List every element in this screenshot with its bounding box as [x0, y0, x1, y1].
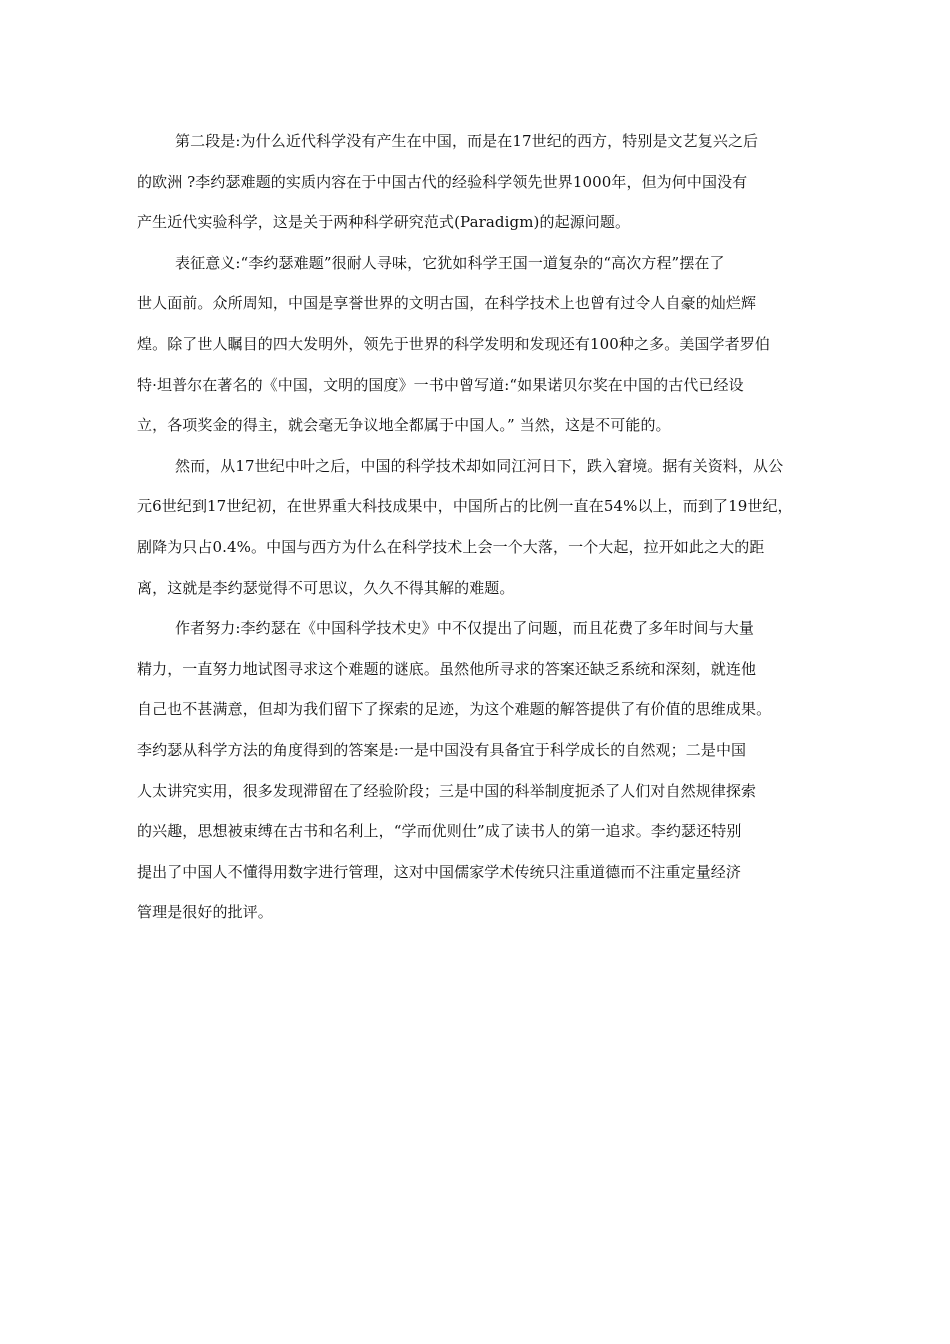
text-line: 世人面前。众所周知，中国是享誉世界的文明古国，在科学技术上也曾有过令人自豪的灿烂辉 — [137, 294, 757, 313]
text-line: 煌。除了世人瞩目的四大发明外，领先于世界的科学发明和发现还有100种之多。美国学者罗伯 — [137, 334, 770, 353]
text-line: 的欧洲 ?李约瑟难题的实质内容在于中国古代的经验科学领先世界1000年，但为何中国没有 — [137, 172, 748, 191]
text-line: 离，这就是李约瑟觉得不可思议，久久不得其解的难题。 — [137, 578, 515, 597]
text-line: 剧降为只占0.4%。中国与西方为什么在科学技术上会一个大落，一个大起，拉开如此之大的距 — [137, 537, 765, 556]
text-line: 李约瑟从科学方法的角度得到的答案是:一是中国没有具备宜于科学成长的自然观；二是中国 — [137, 740, 747, 759]
text-line: 提出了中国人不懂得用数字进行管理，这对中国儒家学术传统只注重道德而不注重定量经济 — [137, 862, 742, 881]
text-line: 人太讲究实用，很多发现滞留在了经验阶段；三是中国的科举制度扼杀了人们对自然规律探索 — [137, 781, 757, 800]
paragraph-1 — [137, 121, 837, 243]
text-line: 表征意义:“李约瑟难题”很耐人寻味，它犹如科学王国一道复杂的“高次方程”摆在了 — [175, 253, 725, 272]
text-line: 管理是很好的批评。 — [137, 903, 273, 922]
paragraph-3 — [137, 446, 837, 608]
text-line: 作者努力:李约瑟在《中国科学技术史》中不仅提出了问题，而且花费了多年时间与大量 — [175, 619, 754, 638]
text-line: 的兴趣，思想被束缚在古书和名利上，“学而优则仕”成了读书人的第一追求。李约瑟还特别 — [137, 822, 742, 841]
text-line: 然而，从17世纪中叶之后，中国的科学技术却如同江河日下，跌入窘境。据有关资料，从公 — [175, 456, 784, 475]
text-line: 自己也不甚满意，但却为我们留下了探索的足迹，为这个难题的解答提供了有价值的思维成果。 — [137, 700, 772, 719]
text-line: 元6世纪到17世纪初，在世界重大科技成果中，中国所占的比例一直在54%以上，而到了19世纪， — [137, 497, 793, 516]
text-line: 精力，一直努力地试图寻求这个难题的谜底。虽然他所寻求的答案还缺乏系统和深刻，就连他 — [137, 659, 757, 678]
document-body — [137, 121, 837, 933]
text-line: 产生近代实验科学，这是关于两种科学研究范式(Paradigm)的起源问题。 — [137, 213, 631, 232]
text-line: 立，各项奖金的得主，就会毫无争议地全都属于中国人。” 当然，这是不可能的。 — [137, 416, 671, 435]
text-line: 第二段是:为什么近代科学没有产生在中国，而是在17世纪的西方，特别是文艺复兴之后 — [175, 132, 759, 150]
paragraph-2 — [137, 243, 837, 446]
paragraph-4 — [137, 608, 837, 933]
text-line: 特·坦普尔在著名的《中国，文明的国度》一书中曾写道:“如果诺贝尔奖在中国的古代已经设 — [137, 375, 744, 394]
